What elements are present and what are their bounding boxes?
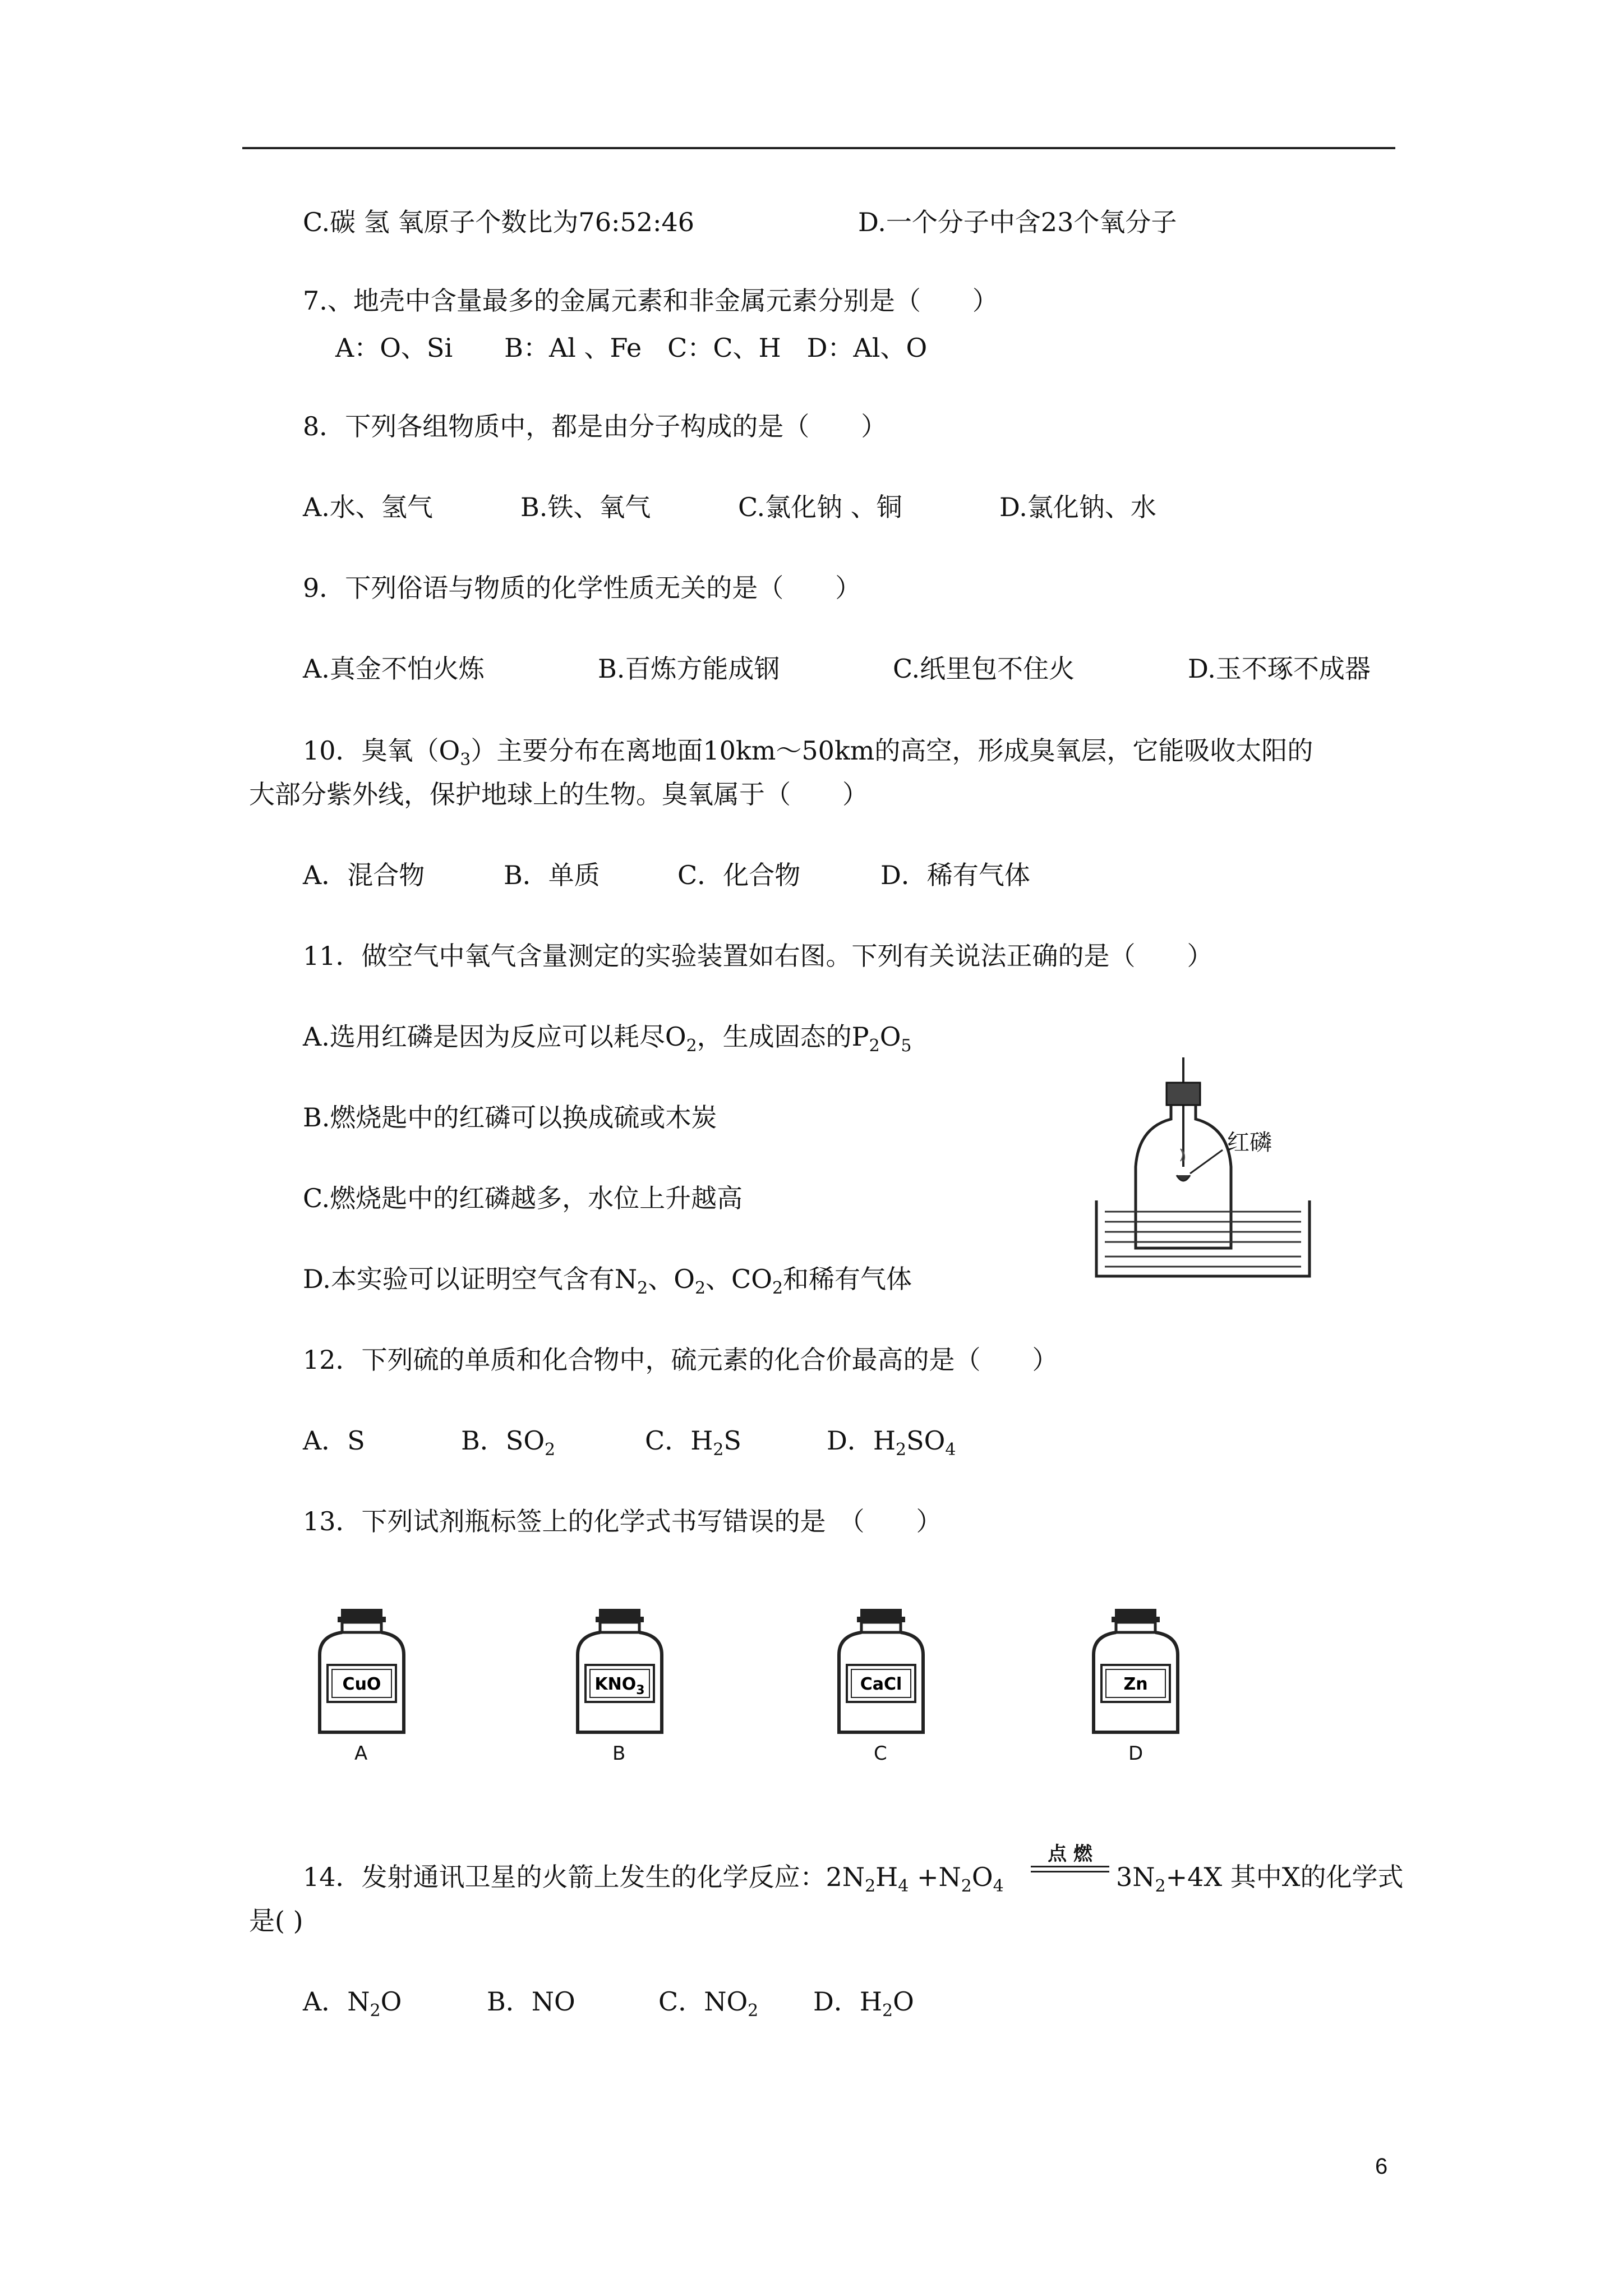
- q14-line2: 是( ): [249, 1906, 303, 1936]
- q14-reaction-condition: [1031, 1843, 1109, 1883]
- reagent-bottle-d: [1088, 1604, 1183, 1741]
- q7-options: A：O、Si B：Al 、Fe C：C、H D：Al、O: [335, 333, 928, 363]
- q10-option-c: C．化合物: [677, 860, 801, 890]
- bottle-label-d: Zn: [1123, 1674, 1148, 1694]
- header-rule: [242, 147, 1395, 149]
- q8-option-b: B.铁、氧气: [520, 492, 651, 522]
- q9-stem: 9．下列俗语与物质的化学性质无关的是（ ）: [303, 573, 861, 603]
- q10-option-b: B．单质: [504, 860, 600, 890]
- q9-option-d: D.玉不琢不成器: [1188, 654, 1371, 684]
- q12-option-c: C．$H_2S$: [645, 1425, 741, 1460]
- bottle-label-b: $KNO_3$: [594, 1674, 645, 1697]
- q8-stem: 8．下列各组物质中，都是由分子构成的是（ ）: [303, 411, 887, 441]
- q12-option-a: A．S: [303, 1425, 365, 1456]
- q14-option-a: A．$N_2O$: [303, 1986, 402, 2021]
- q10-option-d: D．稀有气体: [880, 860, 1030, 890]
- q9-option-b: B.百炼方能成钢: [598, 654, 780, 684]
- q13-stem: 13．下列试剂瓶标签上的化学式书写错误的是 （ ）: [303, 1506, 942, 1536]
- q7-stem: 7.、地壳中含量最多的金属元素和非金属元素分别是（ ）: [303, 286, 998, 316]
- q11-option-a: A.选用红磷是因为反应可以耗尽$O_2$，生成固态的$P_2O_5$: [303, 1022, 912, 1056]
- q8-option-c: C.氯化钠 、铜: [738, 492, 902, 522]
- q9-option-a: A.真金不怕火炼: [303, 654, 485, 684]
- bottle-letter-a: A: [354, 1742, 368, 1765]
- q11-option-d: D.本实验可以证明空气含有$N_2$、$O_2$、$CO_2$和稀有气体: [303, 1264, 912, 1298]
- q12-option-b: B．$SO_2$: [461, 1425, 556, 1460]
- q6-option-c: C.碳 氢 氧原子个数比为76:52:46: [303, 207, 695, 237]
- bottle-letter-b: B: [612, 1742, 626, 1765]
- q10-line1: 10．臭氧$(O_3)$主要分布在离地面10km～50km的高空，形成臭氧层，它能吸收太阳的: [303, 735, 1313, 770]
- q9-option-c: C.纸里包不住火: [893, 654, 1075, 684]
- q6-option-d: D.一个分子中含23个氧分子: [858, 207, 1177, 237]
- reagent-bottle-b: [572, 1604, 667, 1741]
- page-number: 6: [1375, 2154, 1388, 2179]
- q14-line1-rest: $3N_2+4X$ 其中X的化学式: [1116, 1862, 1404, 1896]
- bottle-label-a: CuO: [342, 1674, 381, 1694]
- q14-line1: 14．发射通讯卫星的火箭上发生的化学反应：$2N_2H_4 +N_2O_4$: [303, 1862, 1004, 1896]
- bottle-label-c: CaCl: [860, 1674, 902, 1694]
- q10-option-a: A．混合物: [303, 860, 425, 890]
- q12-option-d: D．$H_2SO_4$: [827, 1425, 956, 1460]
- bottle-letter-c: C: [874, 1742, 887, 1765]
- q8-option-a: A.水、氢气: [303, 492, 433, 522]
- reagent-bottle-a: [314, 1604, 409, 1741]
- q14-option-b: B．NO: [487, 1986, 575, 2017]
- reagent-bottle-c: [833, 1604, 929, 1741]
- q14-option-c: C．$NO_2$: [658, 1986, 759, 2021]
- q11-stem: 11．做空气中氧气含量测定的实验装置如右图。下列有关说法正确的是（ ）: [303, 941, 1213, 971]
- bottle-letter-d: D: [1128, 1742, 1144, 1765]
- q11-figure-label: 红磷: [1227, 1130, 1272, 1156]
- q14-option-d: D．$H_2O$: [813, 1986, 914, 2021]
- q10-line2: 大部分紫外线，保护地球上的生物。臭氧属于（ ）: [249, 779, 868, 809]
- q14-condition-text: 点 燃: [1048, 1843, 1092, 1865]
- q8-option-d: D.氯化钠、水: [999, 492, 1156, 522]
- q11-option-c: C.燃烧匙中的红磷越多，水位上升越高: [303, 1183, 743, 1213]
- q12-stem: 12．下列硫的单质和化合物中，硫元素的化合价最高的是（ ）: [303, 1345, 1058, 1375]
- q11-option-b: B.燃烧匙中的红磷可以换成硫或木炭: [303, 1102, 717, 1133]
- q11-apparatus-figure: [1094, 1055, 1329, 1290]
